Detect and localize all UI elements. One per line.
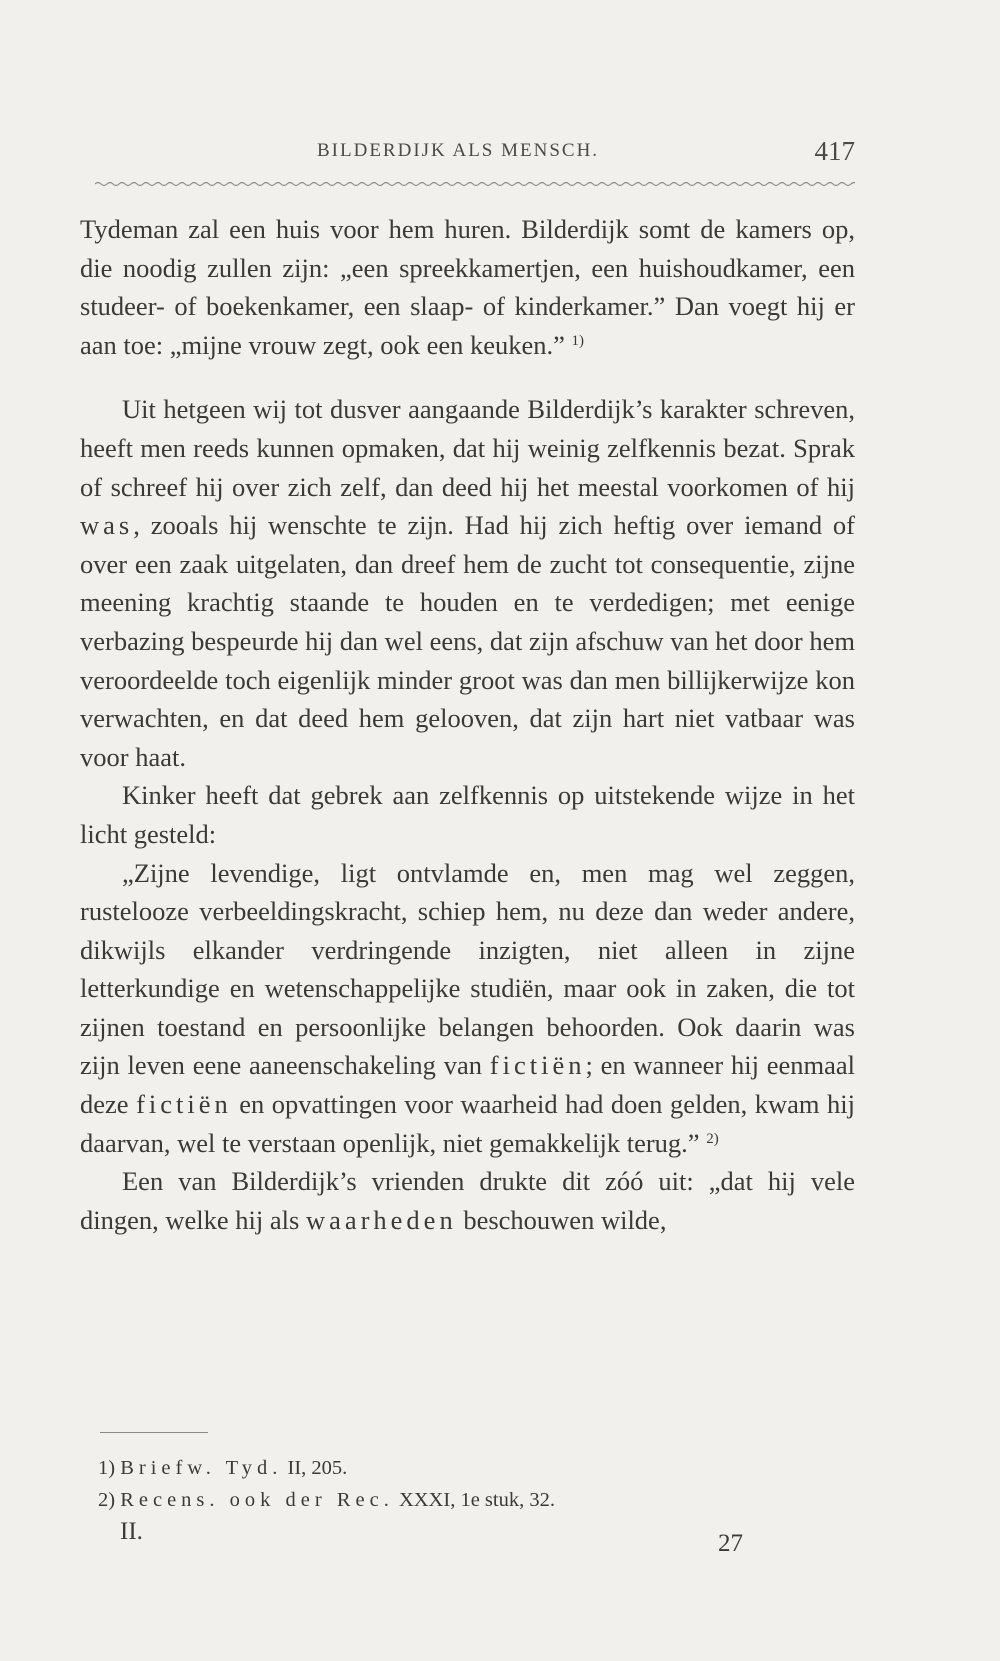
paragraph-3 [80,776,855,853]
paragraph-5 [80,1162,855,1239]
paragraph-1 [80,210,855,364]
footnote-marker: 2) [98,1489,116,1511]
footnote-detail: XXXI, 1e stuk, 32. [393,1489,555,1511]
paragraph-2 [80,390,855,776]
paragraph-4 [80,854,855,1163]
text-run: , zooals hij wenschte te zijn. Had hij zich heftig over iemand of over een zaak uitgelaten, dan dreef hem de zucht tot consequentie, zijne meening krachtig staande te houden en te verdedigen; met eenige verbazing bespeurde hij dan wel eens, dat zijn afschuw van het door hem veroordeelde toch eigenlijk minder groot was dan men billijkerwijze kon verwachten, en dat deed hem gelooven, dat zijn hart niet vatbaar was voor haat. [80,510,855,772]
text-run: beschouwen wilde, [456,1204,667,1235]
page-number: 417 [814,136,855,166]
footnote-reference-mark: 2) [706,1130,719,1147]
body-text [80,210,855,1239]
footnote-1 [98,1452,798,1484]
text-run: Een van Bilderdijk’s vrienden drukte dit zóó uit: „dat hij vele dingen, welke hij als [80,1166,855,1235]
text-run: „Zijne levendige, ligt ontvlamde en, men mag wel zeggen, rustelooze verbeeldingskracht, schiep hem, nu deze dan weder andere, dikwijls elkander verdringende inzigten, niet alleen in zijne letterkundige en wetenschappelijke studiën, maar ook in zaken, die tot zijnen toestand en persoonlijke belangen behoorden. Ook daarin was zijn leven eene aaneenschakeling van [80,857,855,1081]
footnote-2 [98,1484,798,1516]
header-rule [95,180,855,188]
text-run: en opvattingen voor waarheid had doen gelden, kwam hij daarvan, wel te verstaan openlijk, niet gemakkelijk terug.” [80,1089,855,1158]
text-run: Kinker heeft dat gebrek aan zelfkennis op uitstekende wijze in het licht gesteld: [80,780,855,849]
spaced-emphasis: was [80,510,134,541]
footnote-reference-mark: 1) [571,332,585,349]
text-run: Tydeman zal een huis voor hem huren. Bilderdijk somt de kamers op, die noodig zullen zijn: „een spreekkamertjen, een huishoudkamer, een studeer- of boekenkamer, een slaap- of kinderkamer.” Dan voegt hij er aan toe: „mijne vrouw zegt, ook een keuken.” [80,214,855,360]
footnotes [98,1452,798,1516]
spaced-emphasis: fictiën [136,1089,232,1120]
text-run: ; en wanneer hij eenmaal deze [80,1050,855,1120]
footnote-rule [100,1432,208,1433]
text-run: Uit hetgeen wij tot dusver aangaande Bilderdijk’s karakter schreven, heeft men reeds kunnen opmaken, dat hij weinig zelfkennis bezat. Sprak of schreef hij over zich zelf, dan deed hij het meestal voorkomen of hij [80,394,855,502]
running-head [95,136,855,180]
footnote-marker: 1) [98,1457,116,1479]
spaced-emphasis: fictiën [489,1050,586,1081]
sheet-number: 27 [718,1530,743,1557]
signature-mark: II. [120,1518,143,1545]
footnote-reference: Briefw. Tyd. [120,1457,283,1479]
footnote-detail: II, 205. [282,1457,348,1479]
running-title: BILDERDIJK ALS MENSCH. [317,140,600,161]
footnote-reference: Recens. ook der Rec. [120,1489,394,1511]
spaced-emphasis: waarheden [305,1204,457,1235]
